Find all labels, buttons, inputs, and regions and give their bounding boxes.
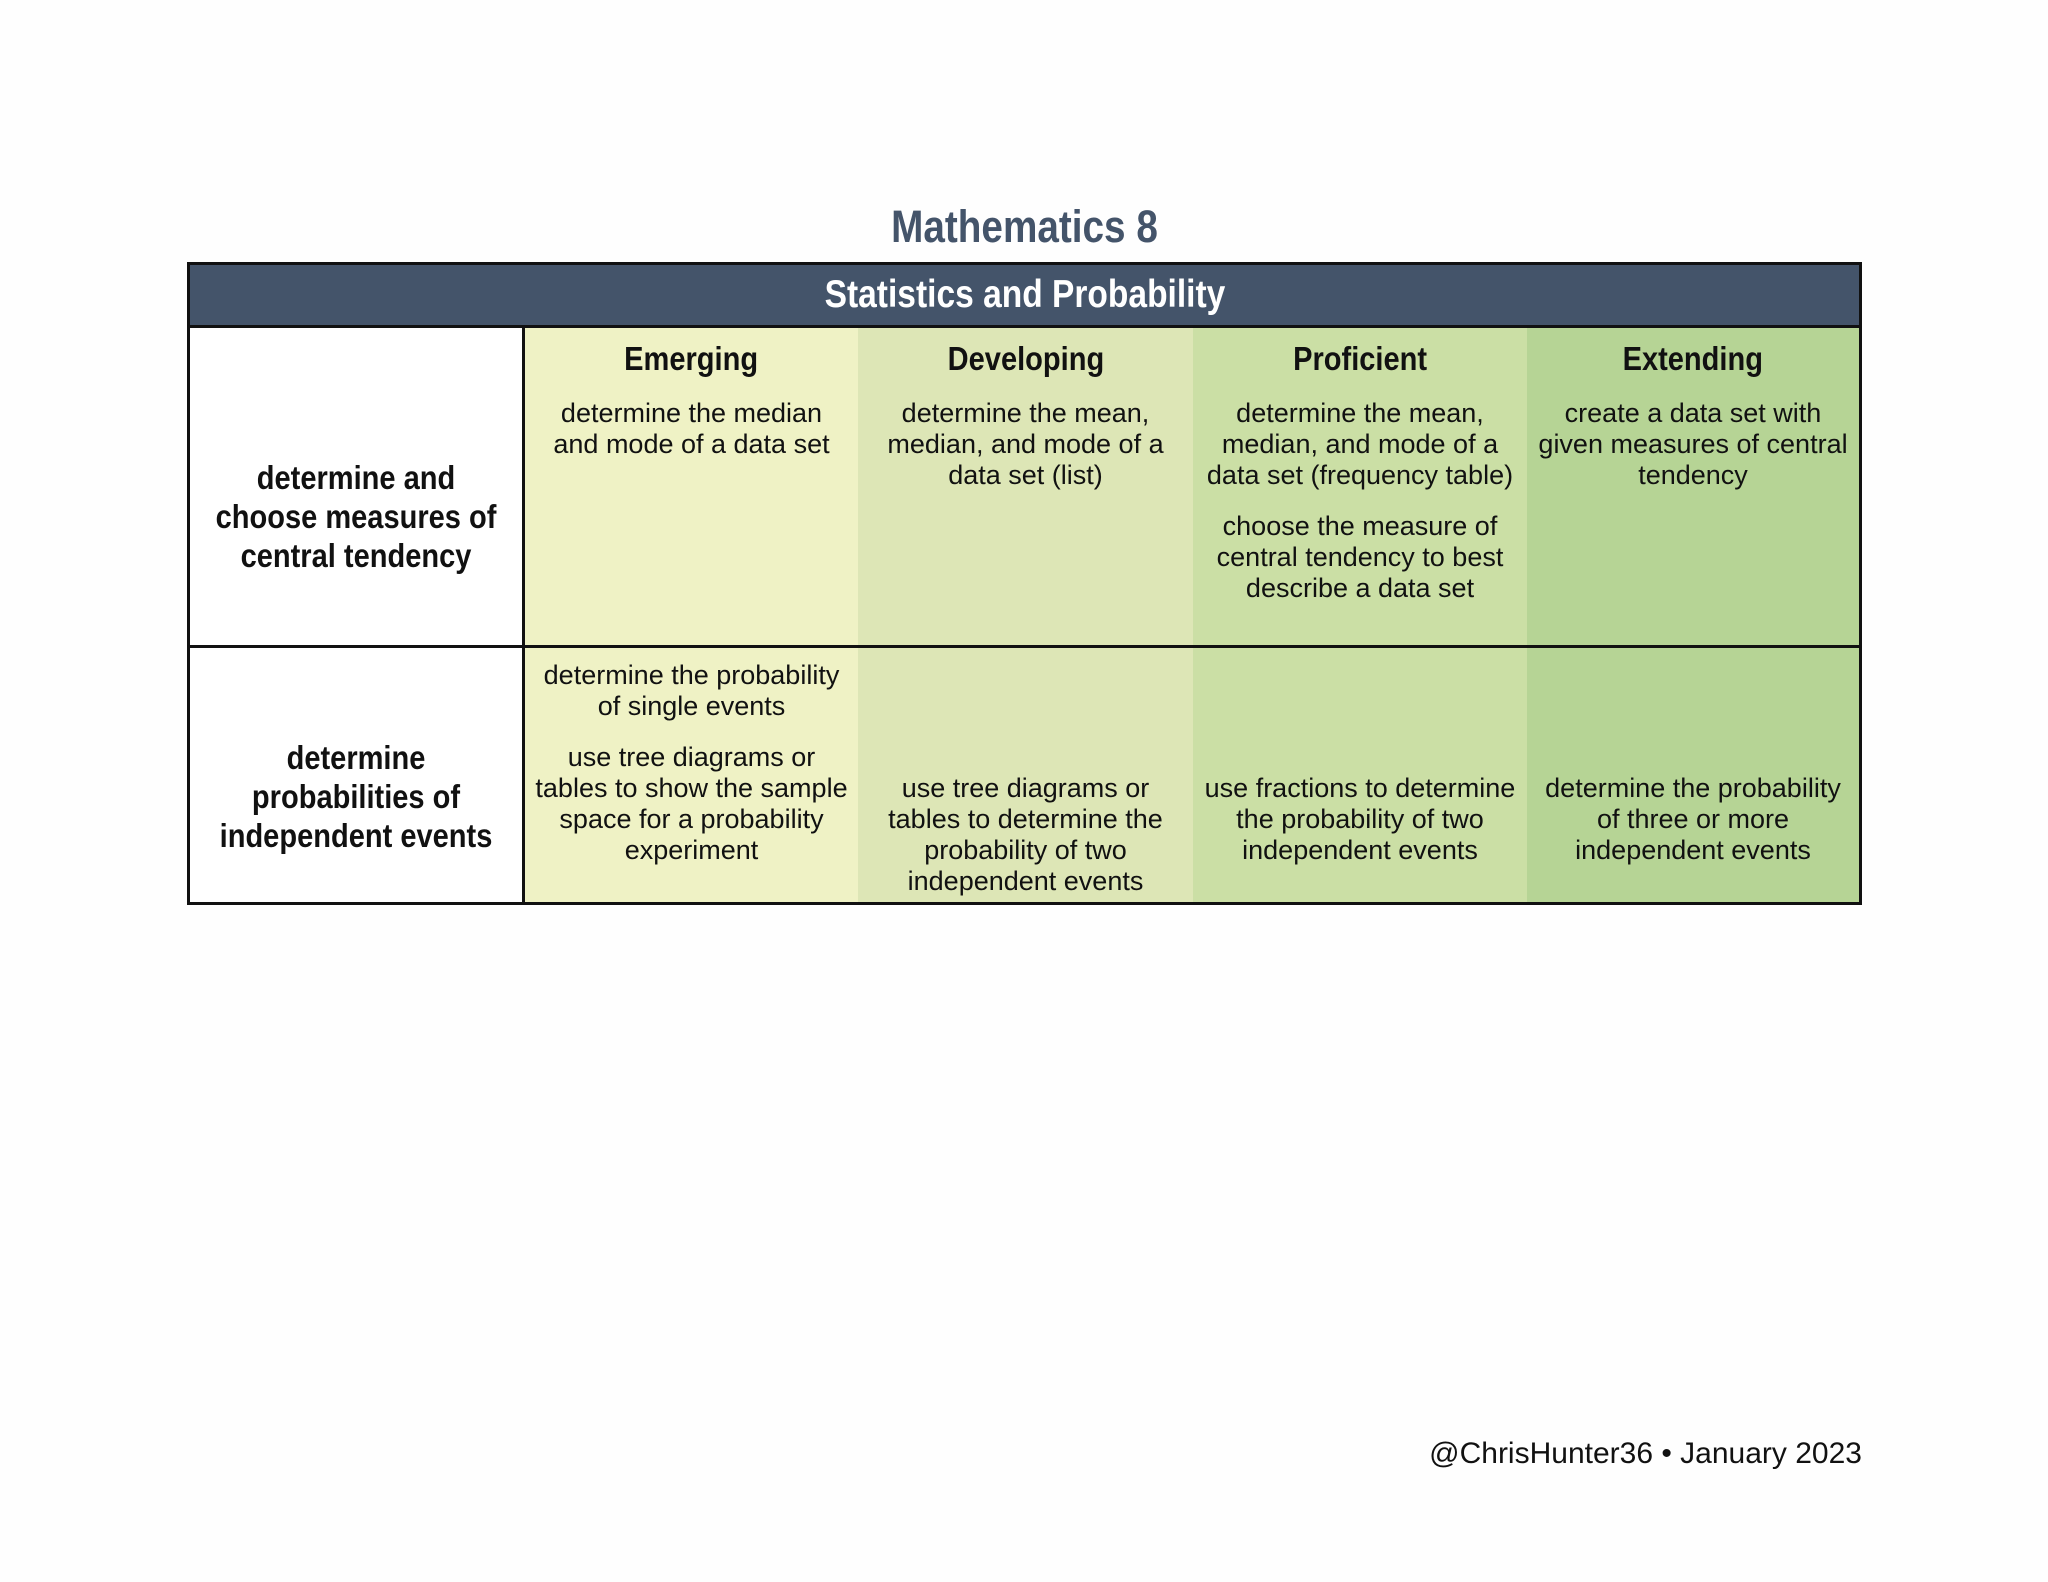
cell-central-tendency-proficient [1193,398,1527,604]
outcome-text: use fractions to determine the probability of two independent events [1204,773,1516,865]
cell-independent-events-developing [858,773,1193,897]
row-label-central-tendency: determine and choose measures of central tendency [215,459,497,574]
page-title: Mathematics 8 [891,201,1158,252]
outcome-text: create a data set with given measures of central tendency [1538,398,1848,490]
row-divider [190,645,1859,648]
cell-independent-events-proficient [1193,773,1527,866]
level-header-developing: Developing [947,340,1104,377]
outcome-text: determine the probability of three or more independent events [1545,773,1841,865]
footer-credit: @ChrisHunter36 • January 2023 [1429,1437,1862,1470]
cell-independent-events-extending [1527,773,1859,866]
section-banner-label: Statistics and Probability [824,273,1225,316]
outcome-text: choose the measure of central tendency to best describe a data set [1216,511,1504,603]
outcome-text: determine the mean, median, and mode of a data set (frequency table) [1206,398,1514,490]
level-header-proficient: Proficient [1293,340,1427,377]
level-header-emerging: Emerging [624,340,759,377]
cell-central-tendency-extending [1527,398,1859,491]
outcome-text: use tree diagrams or tables to show the sample space for a probability experiment [535,742,848,865]
outcome-text: determine the mean, median, and mode of a data set (list) [887,398,1164,490]
level-header-extending: Extending [1622,340,1764,377]
outcome-text: determine the probability of single events [543,660,840,721]
cell-central-tendency-emerging [525,398,858,460]
rubric-table [187,262,1862,905]
outcome-text: use tree diagrams or tables to determine the probability of two independent events [888,773,1163,896]
section-banner [190,265,1859,328]
row-label-independent-events: determine probabilities of independent events [219,739,493,854]
cell-central-tendency-developing [858,398,1193,491]
outcome-text: determine the median and mode of a data set [553,398,830,459]
cell-independent-events-emerging [525,660,858,866]
